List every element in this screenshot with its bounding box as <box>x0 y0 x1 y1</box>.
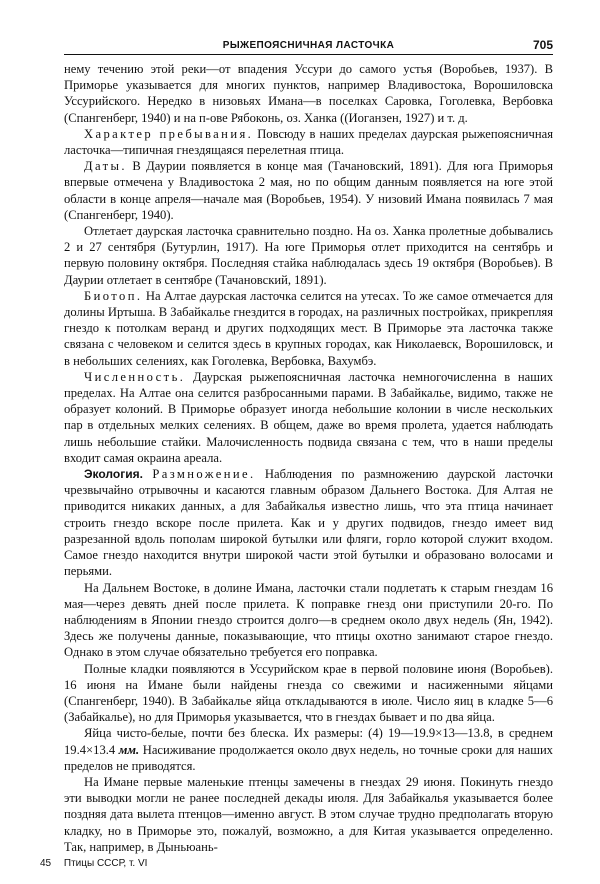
page-number: 705 <box>532 38 553 52</box>
unit-label: мм. <box>118 742 140 757</box>
footer-source: Птицы СССР, т. VI <box>63 858 148 869</box>
paragraph-eggs <box>64 725 553 774</box>
paragraph-text: На Дальнем Востоке, в долине Имана, ласточки стали подлетать к старым гнездам 16 мая—через девять дней после прилета. К поправке гнезд они приступили 20-го. По наблюдениям в Японии гнездо строится долго—в среднем около двух недель (Ян, 1942). Здесь же получены данные, показывающие, что птицы охотно занимают старое гнездо. Однако в этом случае обязательно требуется его поправка. <box>64 580 553 660</box>
paragraph-far-east <box>64 580 553 661</box>
paragraph-departure <box>64 223 553 288</box>
article-body <box>64 61 553 855</box>
section-heading-ecology: Экология. <box>84 467 143 482</box>
running-header <box>64 38 553 55</box>
page <box>64 38 553 855</box>
section-lead: Численность. <box>84 369 186 384</box>
section-lead: Размножение. <box>152 467 256 482</box>
paragraph-text: Даурская рыжепоясничная ласточка немногочисленна в наших пределах. На Алтае она селится разбросанными парами. В Забайкалье, видимо, также не образует колоний. В Приморье образует иногда небольшие колонии в числе нескольких пар в отдельных мелких селениях. В общем, даже во время пролета, удается наблюдать лишь небольшие стайки. Малочисленность подвида связана с тем, что в наши пределы входит самая окраина ареала. <box>64 369 553 465</box>
paragraph-biotope <box>64 288 553 369</box>
paragraph-text: Насиживание продолжается около двух недель, но точные сроки для наших пределов не приводятся. <box>64 742 553 773</box>
paragraph-residency <box>64 126 553 158</box>
paragraph-text: Яйца чисто-белые, почти без блеска. Их размеры: (4) 19—19.9×13—13.8, в среднем 19.4×13.4 <box>64 726 553 757</box>
paragraph-dates <box>64 158 553 223</box>
paragraph-breeding <box>64 466 553 579</box>
paragraph-range-continuation <box>64 61 553 126</box>
printer-signature: 45 <box>40 858 52 869</box>
section-lead: Биотоп. <box>84 288 143 303</box>
paragraph-text: На Имане первые маленькие птенцы замечены в гнездах 29 июня. Покинуть гнездо эти выводки могли не ранее последней декады июля. Для Забайкалья указывается более поздняя дата вылета птенцов—именно август. В этом случае трудно предполагать вторую кладку, но в Приморье это, пожалуй, возможно, а для Китая указывается определенно. Так, например, в Дыньюань- <box>64 774 553 854</box>
paragraph-text: Полные кладки появляются в Уссурийском крае в первой половине июня (Воробьев). 16 июня на Имане были найдены гнезда со свежими и насиженными яйцами (Спангенберг, 1940). В Забайкалье яйца откладываются в июле. Число яиц в кладке 5—6 (Забайкалье), но для Приморья указывается, что в гнездах бывает и по два яйца. <box>64 661 553 725</box>
paragraph-text: Повсюду в наших пределах даурская рыжепоясничная ласточка—типичная гнездящаяся перелетная птица. <box>64 126 553 158</box>
paragraph-text: Отлетает даурская ласточка сравнительно поздно. На оз. Ханка пролетные добывались 2 и 27 сентября (Бутурлин, 1917). На юге Приморья отлет приходится на сентябрь и первую половину октября. Последняя стайка наблюдалась здесь 19 октября (Воробьев). В Даурии отлетает в сентябре (Тачановский, 1891). <box>64 224 553 287</box>
section-lead: Характер пребывания. <box>84 126 254 141</box>
section-lead: Даты. <box>84 159 127 174</box>
paragraph-text: На Алтае даурская ласточка селится на утесах. То же самое отмечается для долины Иртыша. В Забайкалье гнездится в городах, на различных постройках, прикрепляя гнездо к потолкам веранд и других подходящих мест. В Приморье эта ласточка также связана с человеком и селится здесь в крупных городах, как Николаевск, Ворошиловск, и в небольших селениях, как Гоголевка, Вербовка, Вахумбэ. <box>64 288 553 368</box>
paragraph-nestlings <box>64 774 553 855</box>
running-title: РЫЖЕПОЯСНИЧНАЯ ЛАСТОЧКА <box>222 40 395 51</box>
paragraph-clutches <box>64 661 553 726</box>
paragraph-abundance <box>64 369 553 466</box>
paragraph-text: нему течению этой реки—от впадения Уссури до самого устья (Воробьев, 1937). В Приморье указывается для многих пунктов, например Владивостока, Ворошиловска Уссурийского. Нередко в низовьях Имана—в поселках Саровка, Гоголевка, Вербовка (Спангенберг, 1940) и на п-ове Рябоконь, оз. Ханка ((Иоганзен, 1927) и т. д. <box>64 62 553 125</box>
page-footer <box>40 858 147 869</box>
paragraph-text: В Даурии появляется в конце мая (Тачановский, 1891). Для юга Приморья впервые отмечена у Владивостока 2 мая, но по общим данным появляется на юге этой области в конце апреля—начале мая (Воробьев, 1954). У низовий Имана появилась 7 мая (Спангенберг, 1940). <box>64 159 553 222</box>
paragraph-text: Наблюдения по размножению даурской ласточки чрезвычайно отрывочны и касаются главным образом Дальнего Востока. Для Алтая не приводится никаких данных, а для Забайкалья известно лишь, что эта птица начинает строить гнездо вскоре после прилета. Как и у других подвидов, гнездо имеет вид разрезанной вдоль пополам широкой бутылки или фляги, горло которой служит входом. Самое гнездо находится внутри широкой части этой бутылки и образовано волосами и перьями. <box>64 467 553 579</box>
